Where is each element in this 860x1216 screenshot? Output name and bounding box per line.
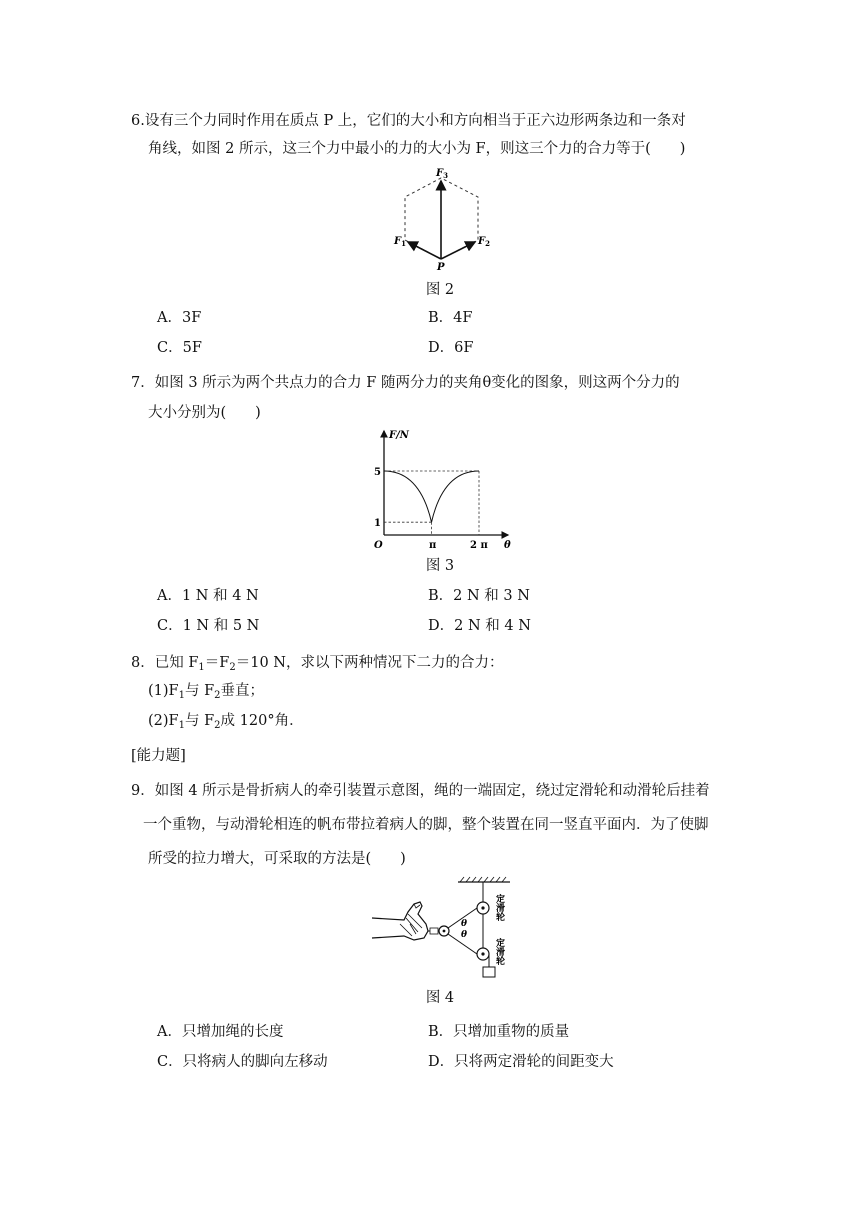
q6-option-c[interactable]: C．5F <box>157 340 202 356</box>
q9-text-line1: 9．如图 4 所示是骨折病人的牵引装置示意图，绳的一端固定，绕过定滑轮和动滑轮后挂着 <box>131 783 710 799</box>
q9-option-d[interactable]: D．只将两定滑轮的间距变大 <box>428 1054 614 1070</box>
patient-foot <box>372 902 428 940</box>
q9-text-line3: 所受的拉力增大，可采取的方法是( ) <box>148 851 406 867</box>
traction-device-figure <box>370 874 520 984</box>
q8-part2: $(2)F_1$与 $F_2$成 120°角． <box>148 713 304 731</box>
resultant-curve <box>384 471 479 522</box>
q6-option-a[interactable]: A．3F <box>157 310 202 326</box>
figure3-caption: 图 3 <box>425 558 455 574</box>
y-tick-5: 5 <box>374 467 381 478</box>
theta-upper: θ <box>461 919 468 929</box>
q6-option-d[interactable]: D．6F <box>428 340 474 356</box>
q9-option-c[interactable]: C．只将病人的脚向左移动 <box>157 1054 328 1070</box>
q8-text-line1: 8．已知 $F_1=F_2=10$ N，求以下两种情况下二力的合力： <box>131 655 504 673</box>
q6-text-line1: 6.设有三个力同时作用在质点 P 上，它们的大小和方向相当于正六边形两条边和一条对 <box>131 113 686 129</box>
y-tick-1: 1 <box>374 518 381 530</box>
q9-option-a[interactable]: A．只增加绳的长度 <box>157 1024 284 1040</box>
q7-option-a[interactable]: A．1 N 和 4 N <box>157 588 259 604</box>
q7-text-line2: 大小分别为( ) <box>148 405 261 421</box>
weight-block <box>483 967 495 977</box>
figure2-caption: 图 2 <box>425 282 455 298</box>
x-axis-label: θ <box>504 540 511 551</box>
q7-option-b[interactable]: B．2 N 和 3 N <box>428 588 530 604</box>
q7-option-d[interactable]: D．2 N 和 4 N <box>428 618 531 634</box>
label-f3: $F_3$ <box>436 168 448 180</box>
q8-part1: $(1)F_1$与 $F_2$垂直； <box>148 683 265 701</box>
label-f1: $F_1$ <box>394 236 406 248</box>
label-f2: $F_2$ <box>478 236 490 248</box>
q7-text-line1: 7．如图 3 所示为两个共点力的合力 F 随两分力的夹角θ变化的图象，则这两个分力的 <box>131 375 680 391</box>
section-title: [能力题] <box>131 748 186 764</box>
q6-text-line2: 角线，如图 2 所示，这三个力中最小的力的大小为 F，则这三个力的合力等于( ) <box>148 141 686 157</box>
bottom-pulley-label: 定滑轮 <box>494 938 504 965</box>
figure4-caption: 图 4 <box>425 990 455 1006</box>
force-angle-chart <box>368 425 518 555</box>
q7-option-c[interactable]: C．1 N 和 5 N <box>157 618 260 634</box>
q6-option-b[interactable]: B．4F <box>428 310 473 326</box>
theta-lower: θ <box>461 930 468 940</box>
top-pulley-label: 定滑轮 <box>494 894 504 921</box>
y-axis-label: F/N <box>389 430 409 441</box>
x-tick-2pi: 2 π <box>470 540 488 551</box>
q9-text-line2: 一个重物，与动滑轮相连的帆布带拉着病人的脚，整个装置在同一竖直平面内．为了使脚 <box>143 817 709 833</box>
hexagon-force-figure <box>380 162 500 274</box>
origin-label: O <box>374 540 383 551</box>
q9-option-b[interactable]: B．只增加重物的质量 <box>428 1024 570 1040</box>
x-tick-pi: π <box>429 540 437 551</box>
label-p: P <box>437 262 445 273</box>
